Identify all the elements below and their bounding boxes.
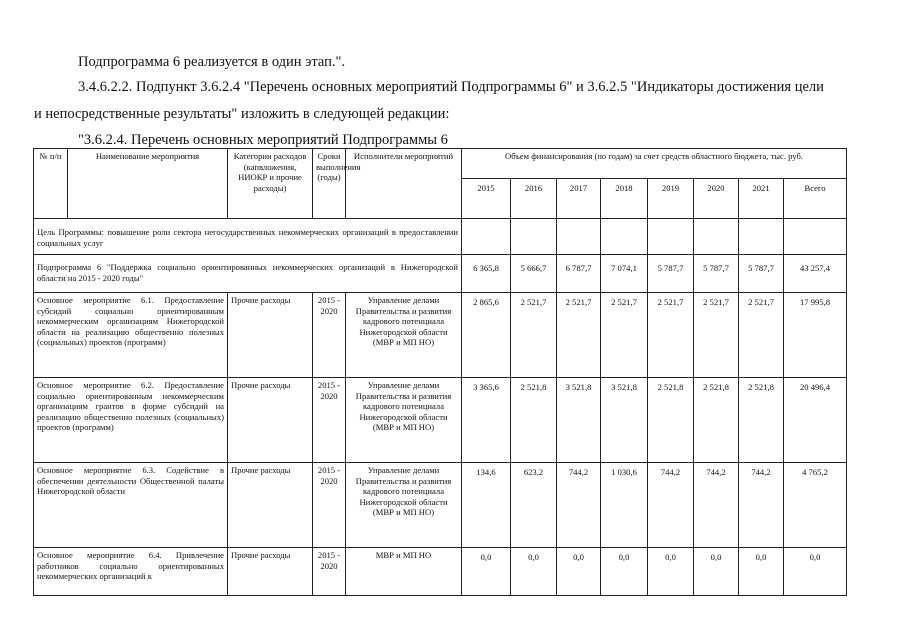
value-cell: 2 521,7 <box>601 293 648 378</box>
activity-executors: Управление делами Правительства и развития кадрового потенциала Нижегородской области (МВР и МП НО) <box>346 463 462 548</box>
paragraph-2: 3.4.6.2.2. Подпункт 3.6.2.4 "Перечень основных мероприятий Подпрограммы 6" и 3.6.2.5 "Индикаторы достижения цели <box>78 79 824 95</box>
header-term: Сроки выполнения (годы) <box>313 149 346 219</box>
header-year: 2018 <box>601 179 648 219</box>
activity-category: Прочие расходы <box>228 293 313 378</box>
value-cell: 3 521,8 <box>557 378 601 463</box>
activity-name: Основное мероприятие 6.4. Привлечение работников социально ориентированных некоммерческих организаций к <box>34 548 228 596</box>
value-cell: 2 521,8 <box>694 378 739 463</box>
value-cell: 2 521,8 <box>648 378 694 463</box>
table-row <box>34 293 847 378</box>
value-total: 17 995,8 <box>784 293 847 378</box>
activity-term: 2015 - 2020 <box>313 548 346 596</box>
activity-executors: Управление делами Правительства и развития кадрового потенциала Нижегородской области (МВР и МП НО) <box>346 293 462 378</box>
value-cell: 2 521,7 <box>648 293 694 378</box>
value-cell: 1 030,6 <box>601 463 648 548</box>
header-year: 2017 <box>557 179 601 219</box>
value-cell: 2 865,6 <box>462 293 511 378</box>
value-cell: 5 787,7 <box>739 255 784 293</box>
value-cell: 0,0 <box>601 548 648 596</box>
value-cell: 5 787,7 <box>694 255 739 293</box>
value-cell: 744,2 <box>739 463 784 548</box>
header-category: Категории расходов (капвложения, НИОКР и прочие расходы) <box>228 149 313 219</box>
value-cell: 5 666,7 <box>511 255 557 293</box>
paragraph-1: Подпрограмма 6 реализуется в один этап.". <box>78 54 346 70</box>
subprogram-name: Подпрограмма 6 "Поддержка социально ориентированных некоммерческих организаций в Нижегородской области на 2015 - 2020 годы" <box>34 255 462 293</box>
table-row-subprogram <box>34 255 847 293</box>
value-cell: 134,6 <box>462 463 511 548</box>
activity-executors: Управление делами Правительства и развития кадрового потенциала Нижегородской области (МВР и МП НО) <box>346 378 462 463</box>
value-cell: 0,0 <box>648 548 694 596</box>
table-row <box>34 463 847 548</box>
table-row <box>34 548 847 596</box>
value-cell: 0,0 <box>511 548 557 596</box>
header-executors: Исполнители мероприятий <box>346 149 462 219</box>
paragraph-3: и непосредственные результаты" изложить в следующей редакции: <box>34 106 450 122</box>
value-cell: 5 787,7 <box>648 255 694 293</box>
activity-category: Прочие расходы <box>228 548 313 596</box>
header-year: 2021 <box>739 179 784 219</box>
value-cell: 744,2 <box>648 463 694 548</box>
header-year: 2015 <box>462 179 511 219</box>
activity-name: Основное мероприятие 6.3. Содействие в обеспечении деятельности Общественной палаты Нижегородской области <box>34 463 228 548</box>
value-cell: 0,0 <box>557 548 601 596</box>
activity-term: 2015 - 2020 <box>313 378 346 463</box>
header-num: № п/п <box>34 149 68 219</box>
header-funding: Объем финансирования (по годам) за счет средств областного бюджета, тыс. руб. <box>462 149 847 179</box>
value-cell: 623,2 <box>511 463 557 548</box>
value-cell: 0,0 <box>462 548 511 596</box>
value-total: 0,0 <box>784 548 847 596</box>
value-cell: 3 365,6 <box>462 378 511 463</box>
value-total: 4 765,2 <box>784 463 847 548</box>
table-row <box>34 378 847 463</box>
value-cell: 2 521,7 <box>739 293 784 378</box>
header-year: 2016 <box>511 179 557 219</box>
goal-text: Цель Программы: повышение роли сектора негосударственных некоммерческих организаций в предоставлении социальных услуг <box>34 219 462 255</box>
activity-category: Прочие расходы <box>228 463 313 548</box>
header-total: Всего <box>784 179 847 219</box>
activity-name: Основное мероприятие 6.2. Предоставление социально ориентированным некоммерческим организациям грантов в форме субсидий на реализацию общественно полезных (социальных) проектов (программ) <box>34 378 228 463</box>
header-year: 2020 <box>694 179 739 219</box>
value-cell: 3 521,8 <box>601 378 648 463</box>
value-cell: 6 365,8 <box>462 255 511 293</box>
value-cell: 0,0 <box>694 548 739 596</box>
value-total: 43 257,4 <box>784 255 847 293</box>
value-total: 20 496,4 <box>784 378 847 463</box>
value-cell: 744,2 <box>694 463 739 548</box>
header-year: 2019 <box>648 179 694 219</box>
table-row-goal <box>34 219 847 255</box>
header-name: Наименование мероприятия <box>68 149 228 219</box>
activity-executors: МВР и МП НО <box>346 548 462 596</box>
activity-name: Основное мероприятие 6.1. Предоставление субсидий социально ориентированным некоммерческим организациям Нижегородской области на реализацию общественно полезных (социальных) проектов (программ) <box>34 293 228 378</box>
value-cell: 2 521,8 <box>511 378 557 463</box>
value-cell: 2 521,7 <box>511 293 557 378</box>
value-cell: 2 521,7 <box>557 293 601 378</box>
activity-term: 2015 - 2020 <box>313 463 346 548</box>
value-cell: 7 074,1 <box>601 255 648 293</box>
value-cell: 2 521,8 <box>739 378 784 463</box>
section-heading: "3.6.2.4. Перечень основных мероприятий Подпрограммы 6 <box>78 132 448 148</box>
value-cell: 6 787,7 <box>557 255 601 293</box>
activity-term: 2015 - 2020 <box>313 293 346 378</box>
activity-category: Прочие расходы <box>228 378 313 463</box>
activities-table <box>33 148 847 596</box>
value-cell: 744,2 <box>557 463 601 548</box>
value-cell: 0,0 <box>739 548 784 596</box>
value-cell: 2 521,7 <box>694 293 739 378</box>
